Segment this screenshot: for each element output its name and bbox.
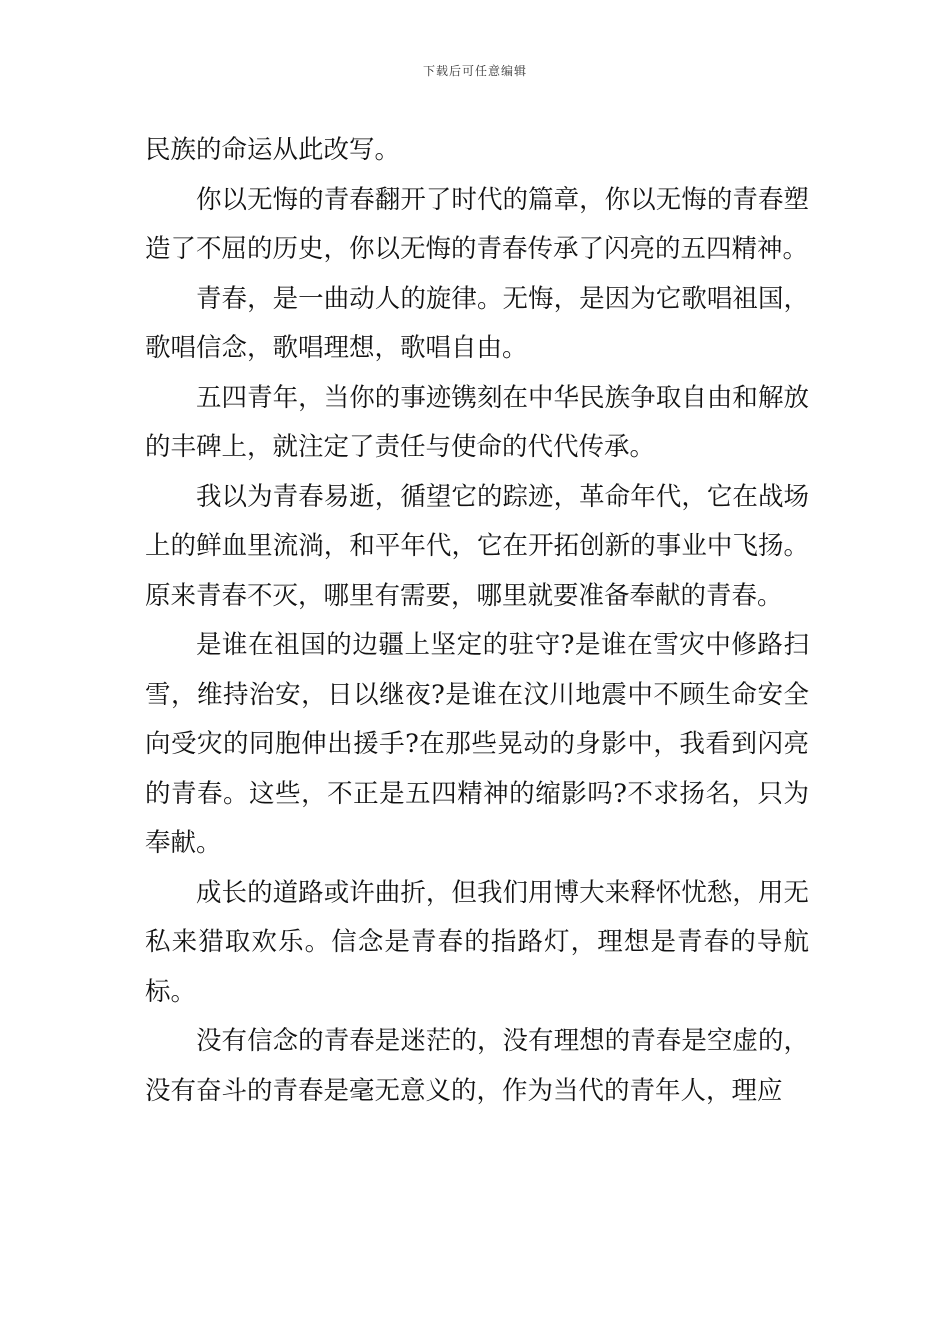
paragraph: 是谁在祖国的边疆上坚定的驻守?是谁在雪灾中修路扫雪，维持治安，日以继夜?是谁在汶川地震中不顾生命安全向受灾的同胞伸出援手?在那些晃动的身影中，我看到闪亮的青春。这些，不正是五四精神的缩影吗?不求扬名，只为奉献。 xyxy=(145,630,809,858)
page-header-note: 下载后可任意编辑 xyxy=(422,64,527,78)
paragraph: 成长的道路或许曲折，但我们用博大来释怀忧愁，用无私来猎取欢乐。信念是青春的指路灯，理想是青春的导航标。 xyxy=(145,877,809,1007)
paragraph: 青春，是一曲动人的旋律。无悔，是因为它歌唱祖国，歌唱信念，歌唱理想，歌唱自由。 xyxy=(145,283,809,363)
paragraph: 没有信念的青春是迷茫的，没有理想的青春是空虚的，没有奋斗的青春是毫无意义的，作为当代的青年人，理应 xyxy=(145,1026,809,1106)
paragraph: 五四青年，当你的事迹镌刻在中华民族争取自由和解放的丰碑上，就注定了责任与使命的代代传承。 xyxy=(145,382,809,462)
paragraph: 你以无悔的青春翻开了时代的篇章，你以无悔的青春塑造了不屈的历史，你以无悔的青春传承了闪亮的五四精神。 xyxy=(145,184,809,264)
paragraph-continuation: 民族的命运从此改写。 xyxy=(145,135,401,165)
paragraph: 我以为青春易逝，循望它的踪迹，革命年代，它在战场上的鲜血里流淌，和平年代，它在开拓创新的事业中飞扬。原来青春不灭，哪里有需要，哪里就要准备奉献的青春。 xyxy=(145,481,809,611)
document-body xyxy=(145,126,809,1116)
